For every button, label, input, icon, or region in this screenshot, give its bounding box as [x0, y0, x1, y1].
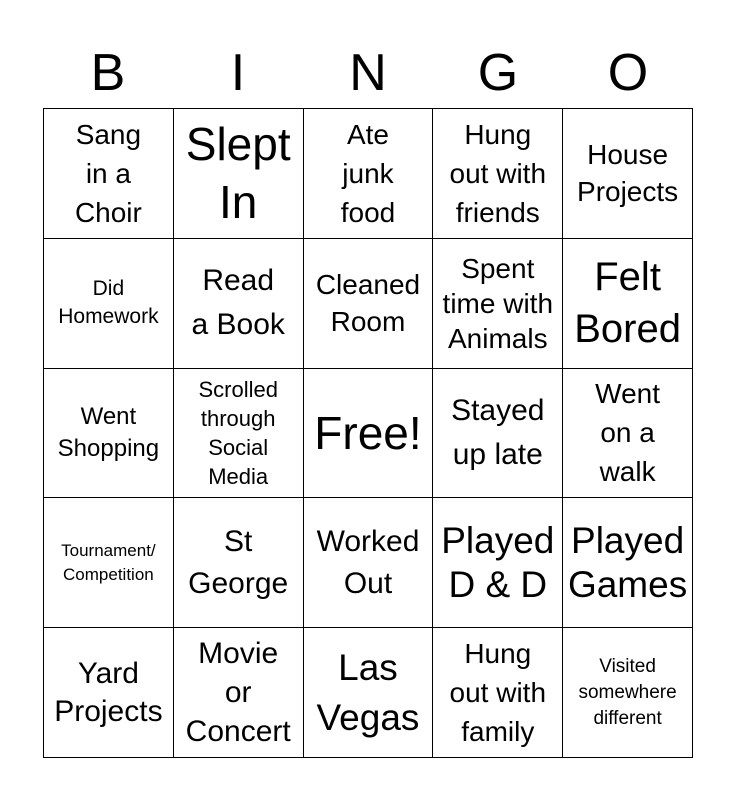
bingo-cell[interactable] — [174, 628, 304, 758]
bingo-cell[interactable] — [304, 369, 434, 499]
header-letter-g: G — [477, 44, 519, 102]
bingo-cell[interactable] — [44, 628, 174, 758]
bingo-cell-text: Cleaned Room — [315, 269, 421, 338]
bingo-cell-text: Went on a walk — [595, 378, 661, 488]
bingo-cell[interactable] — [174, 239, 304, 369]
bingo-header — [43, 38, 693, 108]
bingo-cell[interactable] — [433, 628, 563, 758]
bingo-card-grid — [43, 108, 693, 758]
bingo-cell-text: Spent time with Animals — [442, 252, 554, 354]
bingo-cell[interactable] — [563, 369, 693, 499]
bingo-cell[interactable] — [304, 239, 434, 369]
bingo-cell-text: Scrolled through Social Media — [198, 376, 278, 489]
bingo-cell[interactable] — [563, 628, 693, 758]
header-letter-i: I — [230, 44, 246, 102]
header-letter-o: O — [607, 44, 649, 102]
bingo-cell[interactable] — [433, 109, 563, 239]
header-letter-n: N — [349, 44, 387, 102]
bingo-cell[interactable] — [174, 109, 304, 239]
bingo-cell[interactable] — [304, 628, 434, 758]
bingo-cell[interactable] — [304, 109, 434, 239]
bingo-cell-text: St George — [188, 524, 289, 600]
bingo-cell-text: Yard Projects — [54, 656, 163, 728]
bingo-cell[interactable] — [174, 498, 304, 628]
bingo-cell[interactable] — [44, 239, 174, 369]
bingo-cell[interactable] — [433, 498, 563, 628]
bingo-cell[interactable] — [44, 369, 174, 499]
header-letter-b: B — [90, 44, 126, 102]
bingo-cell[interactable] — [433, 239, 563, 369]
bingo-cell-text: Hung out with family — [449, 638, 547, 748]
bingo-cell-text: Hung out with friends — [449, 118, 547, 228]
bingo-cell[interactable] — [563, 239, 693, 369]
bingo-cell-text: Read a Book — [191, 264, 285, 342]
bingo-cell[interactable] — [174, 369, 304, 499]
bingo-cell-text: Tournament/ Competition — [61, 540, 156, 584]
bingo-cell-text: House Projects — [577, 139, 679, 208]
bingo-cell[interactable] — [563, 109, 693, 239]
bingo-cell-text: Visited somewhere different — [578, 655, 677, 729]
bingo-cell[interactable] — [44, 498, 174, 628]
bingo-cell[interactable] — [433, 369, 563, 499]
bingo-cell-text: Felt Bored — [574, 255, 681, 352]
bingo-cell-text: Sang in a Choir — [74, 118, 142, 228]
bingo-cell[interactable] — [44, 109, 174, 239]
bingo-cell-text: Ate junk food — [340, 118, 396, 228]
bingo-cell-text: Went Shopping — [57, 402, 160, 462]
bingo-cell-text: Movie or Concert — [185, 637, 291, 749]
bingo-cell-text: Played Games — [567, 519, 688, 605]
bingo-cell-text: Free! — [314, 406, 422, 459]
bingo-cell-text: Worked Out — [316, 524, 420, 600]
bingo-cell[interactable] — [304, 498, 434, 628]
bingo-cell-text: Slept In — [185, 118, 291, 229]
bingo-cell-text: Las Vegas — [316, 646, 420, 738]
bingo-cell-text: Played D & D — [441, 519, 555, 605]
bingo-cell[interactable] — [563, 498, 693, 628]
bingo-cell-text: Stayed up late — [451, 393, 545, 471]
bingo-cell-text: Did Homework — [58, 277, 159, 329]
